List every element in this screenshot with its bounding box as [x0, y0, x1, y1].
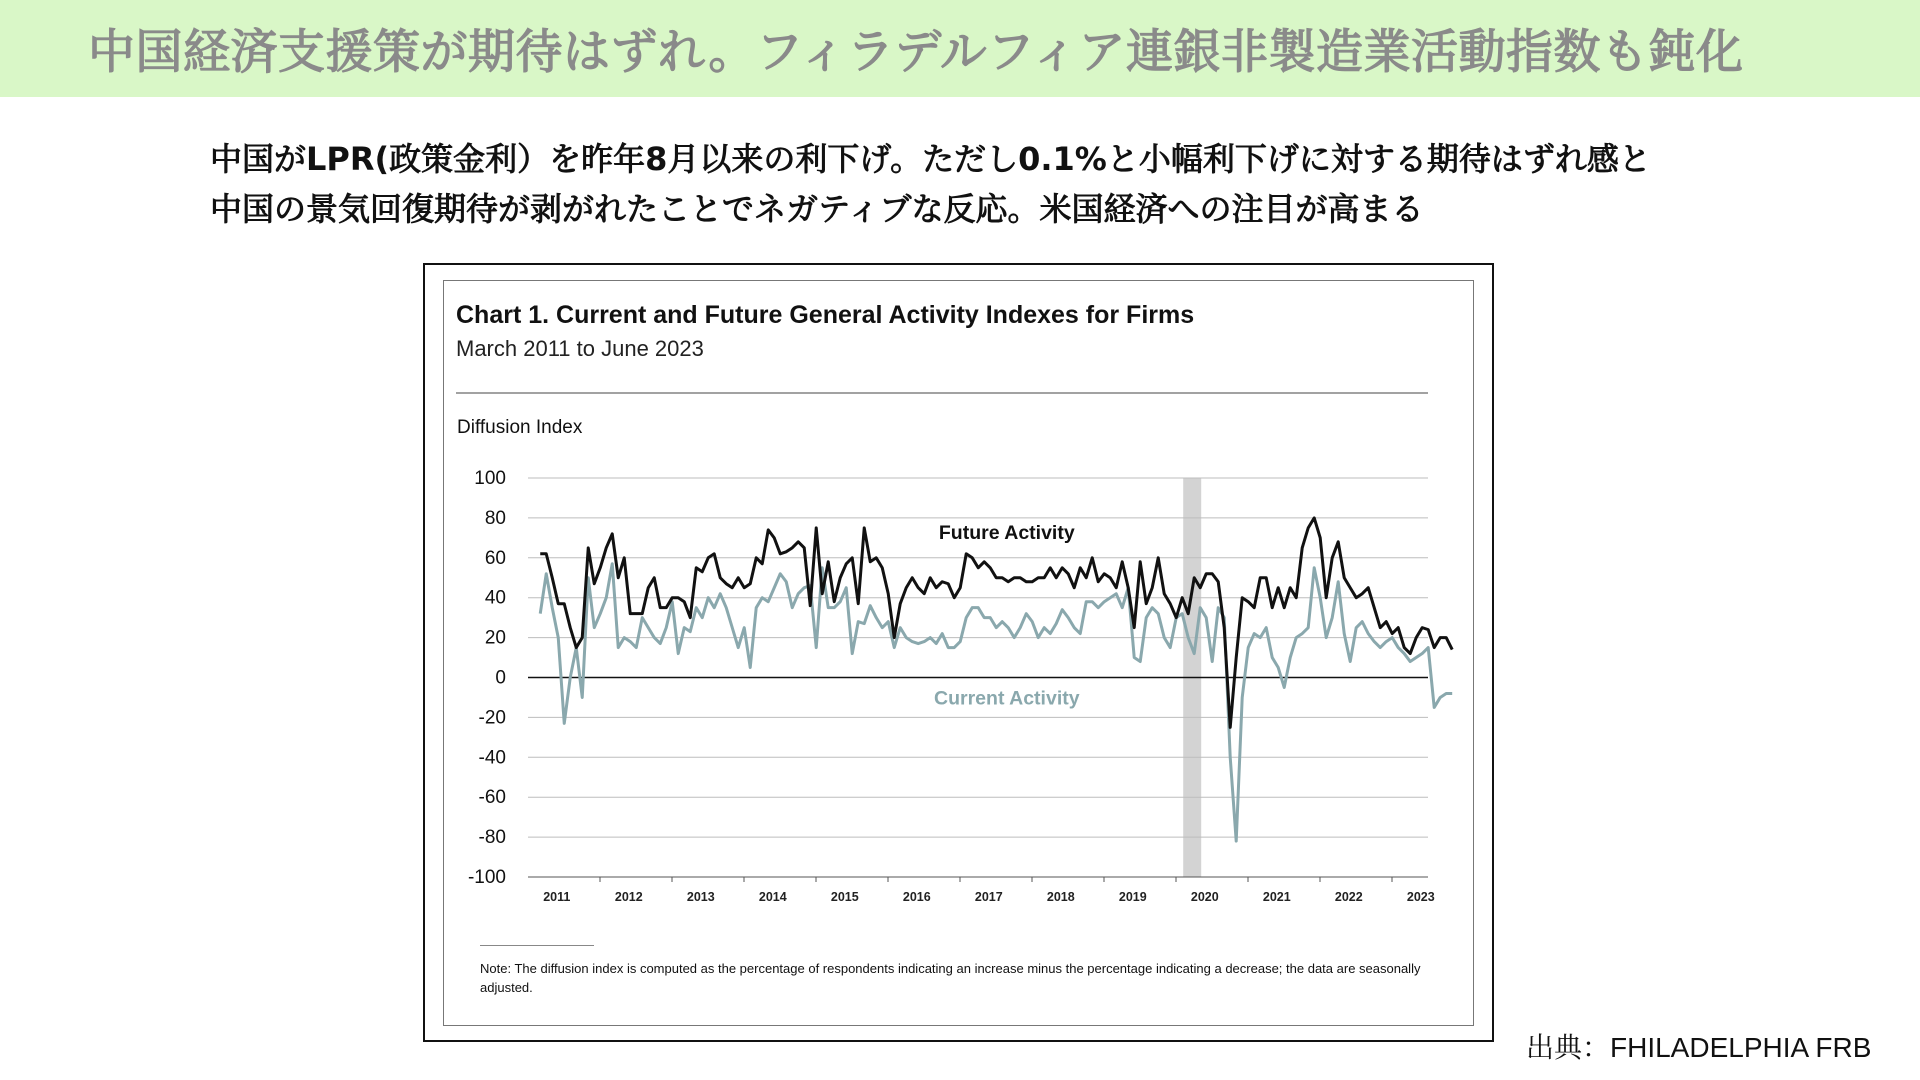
chart-title: Chart 1. Current and Future General Activity Indexes for Firms	[456, 301, 1195, 329]
series-annotation: Future Activity	[938, 521, 1075, 544]
chart-panel	[443, 280, 1474, 1026]
x-tick-label: 2019	[1118, 890, 1147, 904]
page-title: 中国経済支援策が期待はずれ。フィラデルフィア連銀非製造業活動指数も鈍化	[88, 25, 1744, 80]
x-tick-label: 2022	[1334, 890, 1363, 904]
x-tick-label: 2018	[1046, 890, 1075, 904]
x-tick-label: 2020	[1190, 890, 1219, 904]
title-banner	[0, 0, 1920, 97]
lead-text	[210, 134, 1770, 234]
chart-note: Note: The diffusion index is computed as the percentage of respondents indicating an increase minus the percentage indicating a decrease; the data are seasonally adjusted.	[480, 961, 1421, 995]
y-tick-label: -20	[478, 707, 506, 729]
x-tick-label: 2015	[830, 890, 859, 904]
note-rule	[480, 945, 594, 946]
chart-frame	[423, 263, 1494, 1042]
y-tick-label: 100	[474, 468, 506, 489]
y-tick-label: -100	[467, 867, 506, 888]
series-annotation: Current Activity	[934, 687, 1080, 710]
x-tick-label: 2023	[1406, 890, 1435, 904]
lead-line-1: 中国がLPR(政策金利）を昨年8月以来の利下げ。ただし0.1%と小幅利下げに対する期待はずれ感と	[210, 140, 1651, 178]
y-tick-label: 20	[484, 627, 506, 649]
y-tick-label: -80	[478, 827, 506, 849]
x-tick-label: 2013	[686, 890, 715, 904]
y-tick-label: 80	[484, 507, 506, 529]
y-axis-label: Diffusion Index	[457, 417, 583, 438]
chart-plot	[444, 281, 1475, 1027]
x-tick-label: 2021	[1262, 890, 1291, 904]
chart-subtitle: March 2011 to June 2023	[456, 336, 704, 361]
y-tick-label: 0	[495, 667, 506, 689]
y-tick-label: 60	[484, 547, 506, 569]
y-tick-label: 40	[484, 587, 506, 609]
x-tick-label: 2017	[974, 890, 1003, 904]
y-tick-label: -60	[478, 787, 506, 809]
x-tick-label: 2014	[758, 890, 787, 904]
y-tick-label: -40	[478, 747, 506, 769]
x-tick-label: 2016	[902, 890, 931, 904]
lead-line-2: 中国の景気回復期待が剥がれたことでネガティブな反応。米国経済への注目が高まる	[210, 190, 1424, 228]
x-tick-label: 2011	[543, 890, 571, 904]
x-tick-label: 2012	[614, 890, 643, 904]
source-credit: 出典：FHILADELPHIA FRB	[1526, 1032, 1872, 1063]
